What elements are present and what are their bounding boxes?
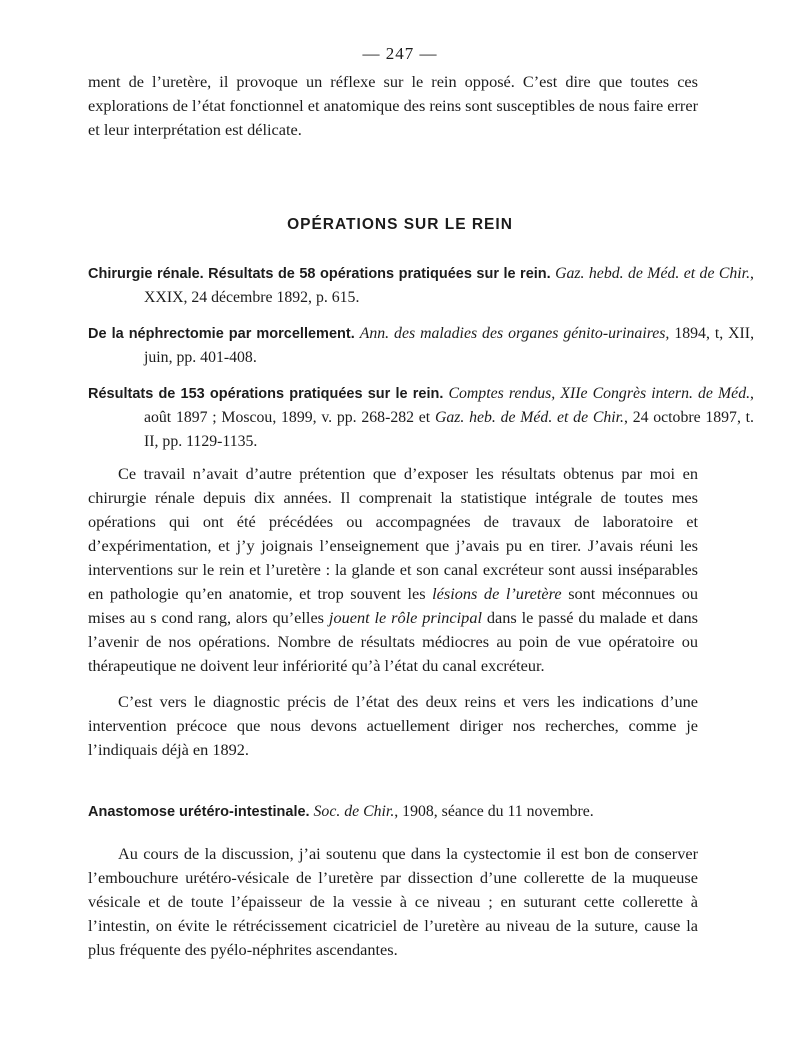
reference-3-source-2: Gaz. heb. de Méd. et de Chir. <box>434 409 624 426</box>
reference-4-source: Soc. de Chir. <box>313 803 395 820</box>
body-paragraph-1-part3: dans le passé du malade et dans l’avenir de nos opérations. Nombre de résultats médiocres au poin de vue opératoire ou thérapeutique ne doivent leur infériorité qu’à l’état du canal excréteur. <box>88 608 699 675</box>
reference-4 <box>88 800 754 824</box>
reference-3-details-2: , 24 octobre 1897, t. II, pp. 1129-1135. <box>144 409 754 450</box>
body-paragraph-1 <box>88 462 698 678</box>
reference-3-details: , août 1897 ; Moscou, 1899, v. pp. 268-282 et <box>144 385 754 426</box>
reference-3 <box>88 382 754 454</box>
reference-2-details: 1894, t, XII, juin, pp. 401-408. <box>144 325 755 366</box>
body-paragraph-2: C’est vers le diagnostic précis de l’état des deux reins et vers les indications d’une intervention précoce que nous devons actuellement diriger nos recherches, comme je l’indiquais déjà en 1892. <box>88 692 698 759</box>
reference-1-details: , XXIX, 24 décembre 1892, p. 615. <box>144 265 754 306</box>
section-heading: OPÉRATIONS SUR LE REIN <box>287 216 513 233</box>
page-number: — 247 — <box>362 44 438 63</box>
intro-paragraph: ment de l’uretère, il provoque un réflexe sur le rein opposé. C’est dire que toutes ces explorations de l’état fonctionnel et anatomique des reins sont susceptibles de nous faire errer et leur interprétation est délicate. <box>88 72 698 139</box>
reference-1 <box>88 262 754 310</box>
body-paragraph-3: Au cours de la discussion, j’ai soutenu que dans la cystectomie il est bon de conserver l’embouchure urétéro-vésicale de l’uretère par dissection d’une collerette de la muqueuse vésicale et de toute l’épaisseur de la vessie à ce niveau ; en suturant cette collerette à l’intestin, on évite le rétrécissement cicatriciel de l’uretère au niveau de la suture, cause la plus fréquente des pyélo-néphrites ascendantes. <box>88 844 698 959</box>
body-paragraph-1-part1: Ce travail n’avait d’autre prétention que d’exposer les résultats obtenus par moi en chirurgie rénale depuis dix années. Il comprenait la statistique intégrale de toutes mes opérations qui ont été précédées ou accompagnées de travaux de laboratoire et d’expérimentation, et j’y joignais l’enseignement que j’avais pu en tirer. J’avais réuni les interventions sur le rein et l’uretère : la glande et son canal excréteur sont aussi inséparables en pathologie qu’en anatomie, et trop souvent les <box>88 464 698 603</box>
reference-2 <box>88 322 754 370</box>
body-paragraph-1-part2: sont méconnues ou mises au s cond rang, alors qu’elles <box>88 584 698 627</box>
reference-3-title: Résultats de 153 opérations pratiquées sur le rein. <box>88 386 444 402</box>
reference-1-title: Chirurgie rénale. Résultats de 58 opérations pratiquées sur le rein. <box>88 266 551 282</box>
body-paragraph-1-emphasis-1: lésions de l’uretère <box>432 584 562 603</box>
reference-4-details: , 1908, séance du 11 novembre. <box>394 803 594 820</box>
body-paragraph-1-emphasis-2: jouent le rôle principal <box>328 608 482 627</box>
reference-4-title: Anastomose urétéro-intestinale. <box>88 804 310 820</box>
reference-1-source: Gaz. hebd. de Méd. et de Chir. <box>555 265 751 282</box>
reference-3-source: Comptes rendus, XIIe Congrès intern. de Méd. <box>448 385 751 402</box>
reference-2-source: Ann. des maladies des organes génito-urinaires, <box>359 325 670 342</box>
reference-2-title: De la néphrectomie par morcellement. <box>88 326 355 342</box>
